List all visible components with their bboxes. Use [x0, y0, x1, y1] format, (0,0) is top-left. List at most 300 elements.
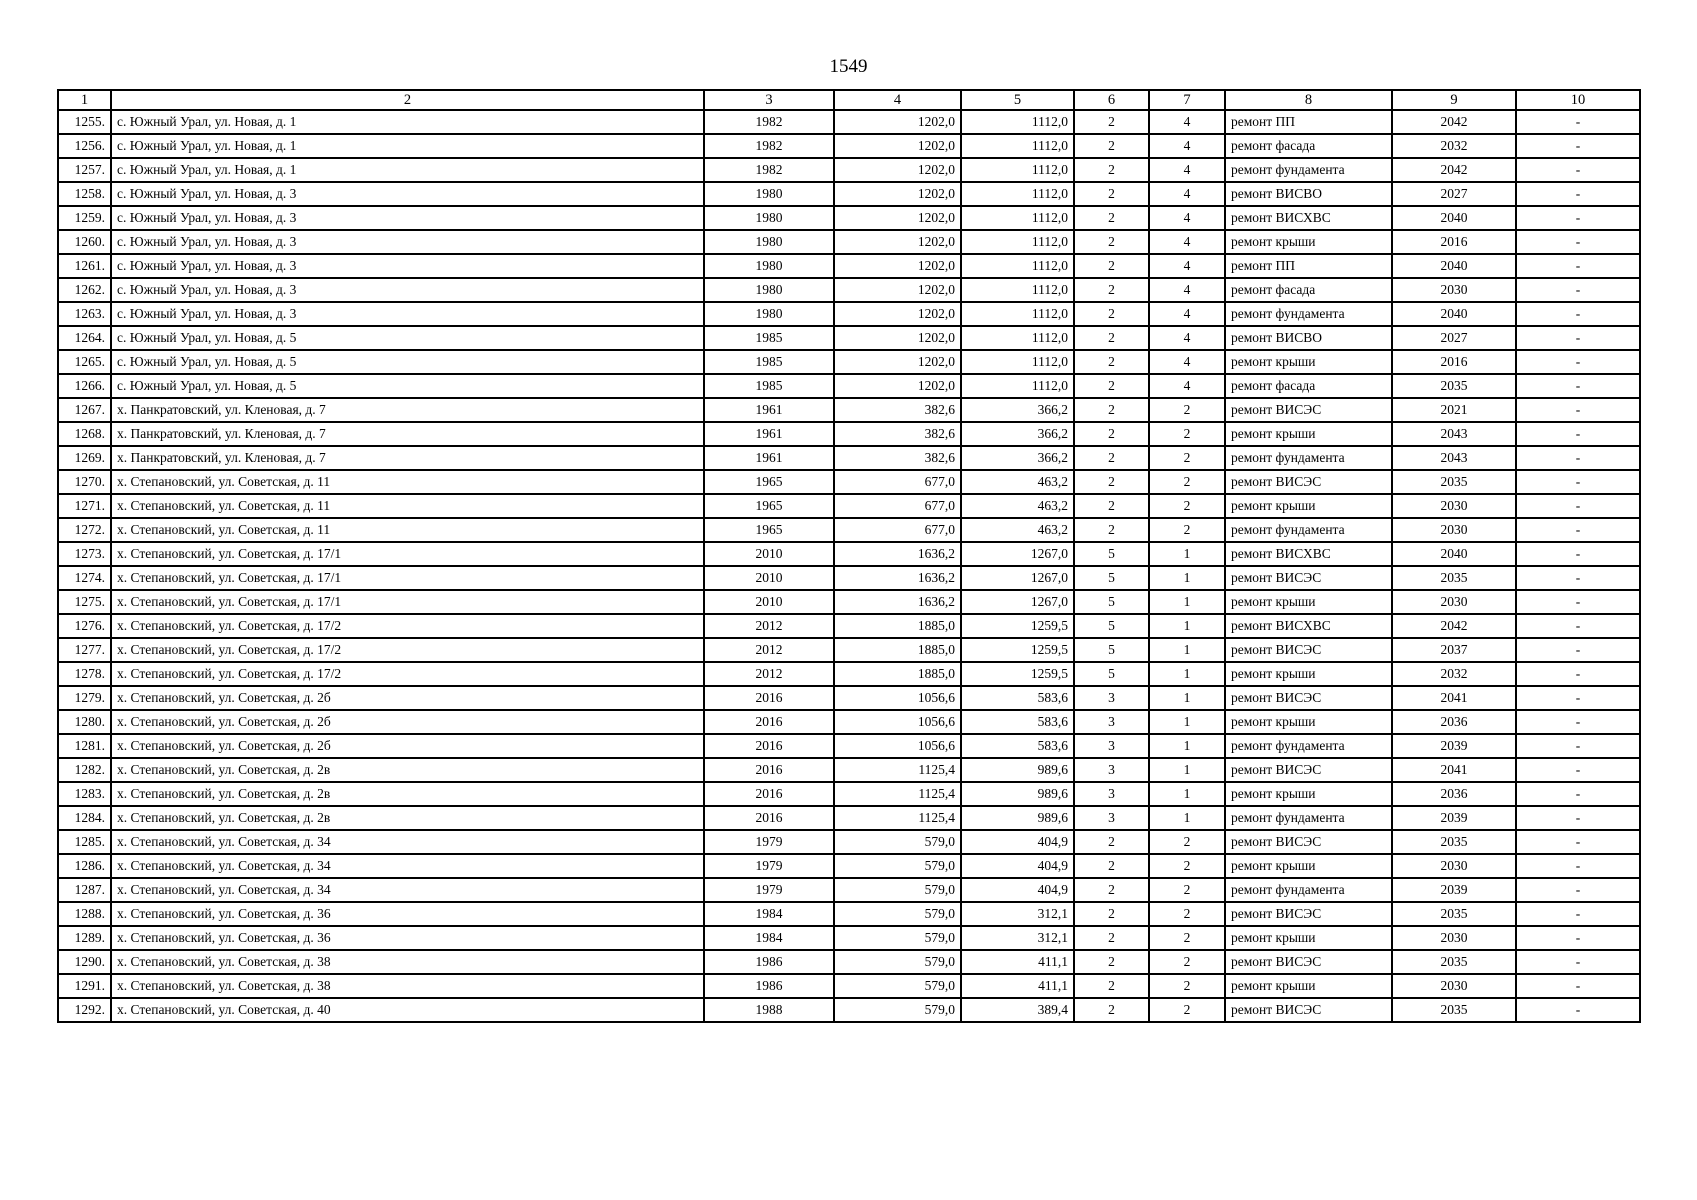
cell-planned-year: 2036: [1392, 782, 1516, 806]
cell-living-area: 1267,0: [961, 542, 1074, 566]
cell-note: -: [1516, 446, 1640, 470]
cell-row-number: 1262.: [58, 278, 111, 302]
cell-total-area: 579,0: [834, 950, 961, 974]
cell-total-area: 382,6: [834, 422, 961, 446]
table-row: [58, 470, 1640, 494]
table-row: [58, 326, 1640, 350]
cell-total-area: 1202,0: [834, 182, 961, 206]
cell-total-area: 579,0: [834, 998, 961, 1022]
cell-row-number: 1265.: [58, 350, 111, 374]
cell-address: с. Южный Урал, ул. Новая, д. 3: [111, 182, 704, 206]
cell-floors: 2: [1074, 254, 1149, 278]
cell-total-area: 1056,6: [834, 734, 961, 758]
cell-total-area: 579,0: [834, 830, 961, 854]
cell-address: х. Степановский, ул. Советская, д. 34: [111, 854, 704, 878]
cell-work-type: ремонт крыши: [1225, 590, 1392, 614]
cell-total-area: 677,0: [834, 470, 961, 494]
cell-note: -: [1516, 830, 1640, 854]
cell-work-type: ремонт ВИСЭС: [1225, 686, 1392, 710]
cell-planned-year: 2030: [1392, 926, 1516, 950]
cell-work-type: ремонт фасада: [1225, 374, 1392, 398]
cell-address: х. Панкратовский, ул. Кленовая, д. 7: [111, 446, 704, 470]
cell-work-type: ремонт ВИСХВС: [1225, 614, 1392, 638]
cell-living-area: 1112,0: [961, 278, 1074, 302]
cell-work-type: ремонт ВИСВО: [1225, 182, 1392, 206]
cell-entrances: 4: [1149, 158, 1225, 182]
cell-work-type: ремонт крыши: [1225, 494, 1392, 518]
cell-address: х. Степановский, ул. Советская, д. 17/1: [111, 566, 704, 590]
cell-address: с. Южный Урал, ул. Новая, д. 3: [111, 254, 704, 278]
cell-work-type: ремонт фундамента: [1225, 446, 1392, 470]
cell-planned-year: 2030: [1392, 590, 1516, 614]
cell-total-area: 1056,6: [834, 710, 961, 734]
cell-work-type: ремонт крыши: [1225, 230, 1392, 254]
cell-address: х. Степановский, ул. Советская, д. 17/1: [111, 542, 704, 566]
column-header-1: 1: [58, 90, 111, 110]
cell-entrances: 1: [1149, 662, 1225, 686]
table-row: [58, 686, 1640, 710]
cell-note: -: [1516, 494, 1640, 518]
cell-work-type: ремонт ПП: [1225, 110, 1392, 134]
cell-note: -: [1516, 302, 1640, 326]
cell-entrances: 4: [1149, 302, 1225, 326]
cell-total-area: 1202,0: [834, 230, 961, 254]
cell-planned-year: 2042: [1392, 158, 1516, 182]
cell-total-area: 579,0: [834, 974, 961, 998]
cell-work-type: ремонт фундамента: [1225, 518, 1392, 542]
table-row: [58, 878, 1640, 902]
table-header-row: [58, 90, 1640, 110]
cell-work-type: ремонт ВИСЭС: [1225, 638, 1392, 662]
table-row: [58, 422, 1640, 446]
cell-work-type: ремонт крыши: [1225, 350, 1392, 374]
cell-year-built: 1982: [704, 134, 834, 158]
cell-planned-year: 2041: [1392, 758, 1516, 782]
cell-year-built: 2016: [704, 710, 834, 734]
cell-floors: 5: [1074, 614, 1149, 638]
cell-living-area: 366,2: [961, 446, 1074, 470]
cell-floors: 2: [1074, 446, 1149, 470]
table-row: [58, 950, 1640, 974]
cell-work-type: ремонт ВИСЭС: [1225, 830, 1392, 854]
cell-row-number: 1268.: [58, 422, 111, 446]
cell-living-area: 989,6: [961, 758, 1074, 782]
cell-work-type: ремонт ВИСЭС: [1225, 950, 1392, 974]
cell-entrances: 1: [1149, 590, 1225, 614]
cell-total-area: 579,0: [834, 902, 961, 926]
cell-work-type: ремонт ВИСХВС: [1225, 206, 1392, 230]
cell-floors: 2: [1074, 302, 1149, 326]
cell-year-built: 2016: [704, 686, 834, 710]
cell-total-area: 382,6: [834, 398, 961, 422]
page-number: 1549: [829, 56, 868, 77]
cell-year-built: 1984: [704, 902, 834, 926]
cell-living-area: 1112,0: [961, 206, 1074, 230]
cell-note: -: [1516, 134, 1640, 158]
cell-year-built: 1982: [704, 158, 834, 182]
cell-entrances: 4: [1149, 182, 1225, 206]
table-row: [58, 278, 1640, 302]
cell-entrances: 2: [1149, 470, 1225, 494]
cell-entrances: 2: [1149, 494, 1225, 518]
cell-entrances: 1: [1149, 782, 1225, 806]
table-row: [58, 134, 1640, 158]
cell-year-built: 1980: [704, 302, 834, 326]
cell-year-built: 1980: [704, 254, 834, 278]
cell-row-number: 1263.: [58, 302, 111, 326]
table-body: [58, 110, 1640, 1022]
table-row: [58, 614, 1640, 638]
table-row: [58, 806, 1640, 830]
cell-row-number: 1264.: [58, 326, 111, 350]
cell-entrances: 4: [1149, 278, 1225, 302]
cell-living-area: 1112,0: [961, 182, 1074, 206]
cell-total-area: 1202,0: [834, 206, 961, 230]
cell-address: х. Степановский, ул. Советская, д. 38: [111, 950, 704, 974]
cell-note: -: [1516, 638, 1640, 662]
cell-address: с. Южный Урал, ул. Новая, д. 5: [111, 326, 704, 350]
cell-address: с. Южный Урал, ул. Новая, д. 5: [111, 350, 704, 374]
cell-address: х. Степановский, ул. Советская, д. 11: [111, 494, 704, 518]
cell-note: -: [1516, 518, 1640, 542]
cell-note: -: [1516, 710, 1640, 734]
cell-note: -: [1516, 974, 1640, 998]
cell-planned-year: 2030: [1392, 518, 1516, 542]
cell-note: -: [1516, 566, 1640, 590]
cell-note: -: [1516, 926, 1640, 950]
cell-work-type: ремонт ВИСВО: [1225, 326, 1392, 350]
cell-row-number: 1259.: [58, 206, 111, 230]
cell-work-type: ремонт фундамента: [1225, 302, 1392, 326]
cell-floors: 2: [1074, 518, 1149, 542]
cell-living-area: 989,6: [961, 782, 1074, 806]
table-row: [58, 230, 1640, 254]
cell-living-area: 1112,0: [961, 158, 1074, 182]
cell-address: х. Степановский, ул. Советская, д. 2в: [111, 806, 704, 830]
cell-address: с. Южный Урал, ул. Новая, д. 3: [111, 302, 704, 326]
table-row: [58, 662, 1640, 686]
column-header-6: 6: [1074, 90, 1149, 110]
cell-total-area: 1885,0: [834, 662, 961, 686]
cell-living-area: 463,2: [961, 494, 1074, 518]
cell-year-built: 1986: [704, 974, 834, 998]
cell-work-type: ремонт крыши: [1225, 422, 1392, 446]
cell-year-built: 2010: [704, 566, 834, 590]
cell-floors: 2: [1074, 902, 1149, 926]
cell-row-number: 1289.: [58, 926, 111, 950]
cell-floors: 3: [1074, 758, 1149, 782]
cell-address: х. Степановский, ул. Советская, д. 2в: [111, 782, 704, 806]
cell-address: х. Степановский, ул. Советская, д. 34: [111, 830, 704, 854]
cell-row-number: 1279.: [58, 686, 111, 710]
cell-total-area: 1885,0: [834, 614, 961, 638]
cell-planned-year: 2027: [1392, 326, 1516, 350]
cell-floors: 2: [1074, 326, 1149, 350]
cell-row-number: 1256.: [58, 134, 111, 158]
cell-work-type: ремонт фундамента: [1225, 878, 1392, 902]
cell-work-type: ремонт фундамента: [1225, 734, 1392, 758]
table-row: [58, 590, 1640, 614]
cell-entrances: 1: [1149, 542, 1225, 566]
cell-year-built: 1982: [704, 110, 834, 134]
cell-entrances: 2: [1149, 950, 1225, 974]
cell-work-type: ремонт ВИСЭС: [1225, 998, 1392, 1022]
cell-address: х. Степановский, ул. Советская, д. 36: [111, 902, 704, 926]
cell-year-built: 2010: [704, 590, 834, 614]
cell-year-built: 2016: [704, 758, 834, 782]
table-row: [58, 254, 1640, 278]
cell-entrances: 4: [1149, 254, 1225, 278]
cell-year-built: 1979: [704, 854, 834, 878]
cell-floors: 3: [1074, 782, 1149, 806]
cell-address: х. Степановский, ул. Советская, д. 17/2: [111, 614, 704, 638]
cell-row-number: 1274.: [58, 566, 111, 590]
cell-planned-year: 2035: [1392, 566, 1516, 590]
cell-living-area: 583,6: [961, 686, 1074, 710]
cell-floors: 5: [1074, 662, 1149, 686]
cell-work-type: ремонт ПП: [1225, 254, 1392, 278]
cell-entrances: 2: [1149, 830, 1225, 854]
cell-work-type: ремонт фундамента: [1225, 806, 1392, 830]
cell-planned-year: 2030: [1392, 974, 1516, 998]
cell-entrances: 2: [1149, 878, 1225, 902]
cell-planned-year: 2032: [1392, 134, 1516, 158]
cell-row-number: 1281.: [58, 734, 111, 758]
cell-address: х. Панкратовский, ул. Кленовая, д. 7: [111, 422, 704, 446]
cell-row-number: 1292.: [58, 998, 111, 1022]
cell-living-area: 404,9: [961, 878, 1074, 902]
cell-address: х. Степановский, ул. Советская, д. 11: [111, 518, 704, 542]
cell-entrances: 1: [1149, 734, 1225, 758]
cell-planned-year: 2030: [1392, 854, 1516, 878]
table-row: [58, 902, 1640, 926]
table-row: [58, 350, 1640, 374]
cell-planned-year: 2035: [1392, 374, 1516, 398]
cell-planned-year: 2036: [1392, 710, 1516, 734]
cell-entrances: 2: [1149, 974, 1225, 998]
column-header-9: 9: [1392, 90, 1516, 110]
cell-year-built: 2012: [704, 638, 834, 662]
cell-address: х. Степановский, ул. Советская, д. 11: [111, 470, 704, 494]
cell-entrances: 2: [1149, 446, 1225, 470]
cell-living-area: 1112,0: [961, 110, 1074, 134]
cell-year-built: 1986: [704, 950, 834, 974]
cell-living-area: 1112,0: [961, 254, 1074, 278]
cell-work-type: ремонт крыши: [1225, 710, 1392, 734]
cell-planned-year: 2040: [1392, 254, 1516, 278]
cell-row-number: 1266.: [58, 374, 111, 398]
cell-note: -: [1516, 374, 1640, 398]
cell-year-built: 1979: [704, 878, 834, 902]
cell-planned-year: 2016: [1392, 350, 1516, 374]
cell-address: х. Степановский, ул. Советская, д. 2б: [111, 686, 704, 710]
cell-address: с. Южный Урал, ул. Новая, д. 1: [111, 110, 704, 134]
cell-address: х. Панкратовский, ул. Кленовая, д. 7: [111, 398, 704, 422]
table-row: [58, 398, 1640, 422]
table-row: [58, 302, 1640, 326]
cell-living-area: 1259,5: [961, 614, 1074, 638]
cell-planned-year: 2042: [1392, 614, 1516, 638]
cell-note: -: [1516, 542, 1640, 566]
cell-living-area: 989,6: [961, 806, 1074, 830]
cell-year-built: 1961: [704, 398, 834, 422]
cell-living-area: 312,1: [961, 926, 1074, 950]
cell-floors: 2: [1074, 878, 1149, 902]
cell-living-area: 1112,0: [961, 326, 1074, 350]
cell-floors: 2: [1074, 206, 1149, 230]
cell-total-area: 1125,4: [834, 782, 961, 806]
cell-floors: 2: [1074, 158, 1149, 182]
cell-note: -: [1516, 950, 1640, 974]
cell-year-built: 2016: [704, 806, 834, 830]
cell-note: -: [1516, 590, 1640, 614]
cell-floors: 2: [1074, 398, 1149, 422]
cell-floors: 2: [1074, 278, 1149, 302]
cell-row-number: 1272.: [58, 518, 111, 542]
table-row: [58, 158, 1640, 182]
cell-row-number: 1261.: [58, 254, 111, 278]
cell-year-built: 1961: [704, 422, 834, 446]
column-header-2: 2: [111, 90, 704, 110]
cell-living-area: 1112,0: [961, 230, 1074, 254]
cell-entrances: 4: [1149, 134, 1225, 158]
cell-total-area: 1202,0: [834, 134, 961, 158]
cell-row-number: 1278.: [58, 662, 111, 686]
cell-total-area: 1202,0: [834, 302, 961, 326]
table-row: [58, 110, 1640, 134]
cell-entrances: 4: [1149, 230, 1225, 254]
cell-year-built: 2016: [704, 734, 834, 758]
cell-living-area: 312,1: [961, 902, 1074, 926]
cell-note: -: [1516, 422, 1640, 446]
cell-entrances: 1: [1149, 686, 1225, 710]
column-header-7: 7: [1149, 90, 1225, 110]
cell-living-area: 1112,0: [961, 134, 1074, 158]
table-row: [58, 542, 1640, 566]
cell-address: х. Степановский, ул. Советская, д. 38: [111, 974, 704, 998]
cell-total-area: 1202,0: [834, 350, 961, 374]
cell-floors: 3: [1074, 806, 1149, 830]
cell-row-number: 1271.: [58, 494, 111, 518]
cell-row-number: 1269.: [58, 446, 111, 470]
cell-total-area: 677,0: [834, 518, 961, 542]
cell-floors: 2: [1074, 182, 1149, 206]
cell-planned-year: 2027: [1392, 182, 1516, 206]
cell-work-type: ремонт крыши: [1225, 854, 1392, 878]
cell-row-number: 1255.: [58, 110, 111, 134]
cell-entrances: 4: [1149, 374, 1225, 398]
cell-planned-year: 2032: [1392, 662, 1516, 686]
cell-living-area: 366,2: [961, 422, 1074, 446]
cell-living-area: 583,6: [961, 710, 1074, 734]
cell-work-type: ремонт ВИСЭС: [1225, 470, 1392, 494]
cell-living-area: 1112,0: [961, 302, 1074, 326]
cell-planned-year: 2035: [1392, 470, 1516, 494]
table-row: [58, 518, 1640, 542]
cell-floors: 2: [1074, 974, 1149, 998]
cell-total-area: 1202,0: [834, 278, 961, 302]
cell-total-area: 1125,4: [834, 758, 961, 782]
table-row: [58, 494, 1640, 518]
cell-address: х. Степановский, ул. Советская, д. 17/2: [111, 662, 704, 686]
cell-year-built: 1984: [704, 926, 834, 950]
cell-entrances: 1: [1149, 638, 1225, 662]
cell-planned-year: 2016: [1392, 230, 1516, 254]
cell-planned-year: 2037: [1392, 638, 1516, 662]
table-row: [58, 446, 1640, 470]
cell-living-area: 1259,5: [961, 638, 1074, 662]
cell-planned-year: 2039: [1392, 806, 1516, 830]
cell-row-number: 1280.: [58, 710, 111, 734]
cell-total-area: 579,0: [834, 926, 961, 950]
cell-living-area: 389,4: [961, 998, 1074, 1022]
cell-row-number: 1273.: [58, 542, 111, 566]
cell-living-area: 463,2: [961, 470, 1074, 494]
cell-row-number: 1275.: [58, 590, 111, 614]
column-header-3: 3: [704, 90, 834, 110]
cell-living-area: 583,6: [961, 734, 1074, 758]
cell-note: -: [1516, 182, 1640, 206]
cell-note: -: [1516, 254, 1640, 278]
cell-floors: 2: [1074, 350, 1149, 374]
cell-work-type: ремонт крыши: [1225, 926, 1392, 950]
cell-planned-year: 2030: [1392, 278, 1516, 302]
cell-entrances: 2: [1149, 398, 1225, 422]
cell-living-area: 1112,0: [961, 374, 1074, 398]
cell-entrances: 1: [1149, 566, 1225, 590]
cell-row-number: 1257.: [58, 158, 111, 182]
cell-total-area: 1202,0: [834, 110, 961, 134]
cell-planned-year: 2040: [1392, 542, 1516, 566]
cell-floors: 2: [1074, 494, 1149, 518]
cell-year-built: 1980: [704, 278, 834, 302]
cell-living-area: 1267,0: [961, 566, 1074, 590]
cell-floors: 3: [1074, 710, 1149, 734]
cell-note: -: [1516, 902, 1640, 926]
cell-row-number: 1277.: [58, 638, 111, 662]
cell-planned-year: 2043: [1392, 422, 1516, 446]
cell-year-built: 2016: [704, 782, 834, 806]
cell-work-type: ремонт фасада: [1225, 278, 1392, 302]
cell-planned-year: 2035: [1392, 902, 1516, 926]
cell-year-built: 1980: [704, 182, 834, 206]
cell-work-type: ремонт крыши: [1225, 662, 1392, 686]
cell-floors: 3: [1074, 686, 1149, 710]
cell-note: -: [1516, 230, 1640, 254]
cell-note: -: [1516, 782, 1640, 806]
cell-note: -: [1516, 206, 1640, 230]
cell-planned-year: 2040: [1392, 302, 1516, 326]
table-row: [58, 926, 1640, 950]
cell-entrances: 2: [1149, 422, 1225, 446]
cell-living-area: 404,9: [961, 854, 1074, 878]
cell-entrances: 2: [1149, 926, 1225, 950]
cell-row-number: 1284.: [58, 806, 111, 830]
column-header-8: 8: [1225, 90, 1392, 110]
cell-living-area: 366,2: [961, 398, 1074, 422]
cell-note: -: [1516, 326, 1640, 350]
cell-row-number: 1286.: [58, 854, 111, 878]
cell-work-type: ремонт фундамента: [1225, 158, 1392, 182]
cell-address: х. Степановский, ул. Советская, д. 17/1: [111, 590, 704, 614]
cell-note: -: [1516, 734, 1640, 758]
cell-total-area: 1636,2: [834, 566, 961, 590]
cell-total-area: 1885,0: [834, 638, 961, 662]
cell-row-number: 1290.: [58, 950, 111, 974]
cell-year-built: 2012: [704, 662, 834, 686]
cell-planned-year: 2039: [1392, 734, 1516, 758]
table-row: [58, 710, 1640, 734]
